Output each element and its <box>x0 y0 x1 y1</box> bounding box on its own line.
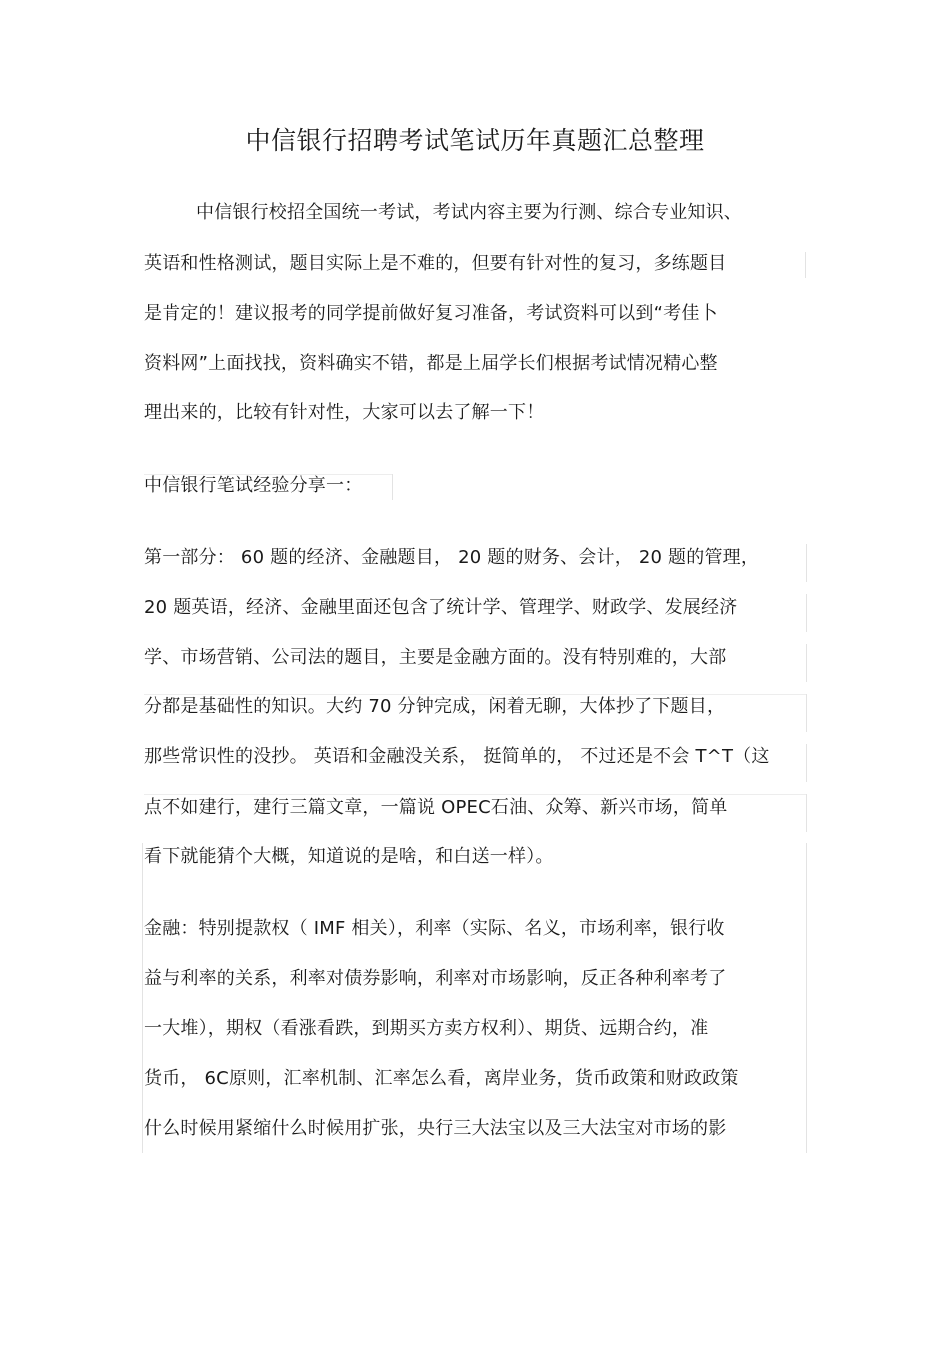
finance-line-2: 益与利率的关系，利率对债券影响，利率对市场影响，反正各种利率考了 <box>144 968 727 989</box>
finance-line-5: 什么时候用紧缩什么时候用扩张，央行三大法宝以及三大法宝对市场的影 <box>144 1118 727 1139</box>
part1-line-2: 20 题英语，经济、金融里面还包含了统计学、管理学、财政学、发展经济 <box>144 597 738 618</box>
document-title: 中信银行招聘考试笔试历年真题汇总整理 <box>245 126 705 155</box>
scan-artifact-line <box>806 843 807 1153</box>
scan-artifact-line <box>806 694 807 732</box>
part1-line-7: 看下就能猜个大概，知道说的是啥，和白送一样）。 <box>144 846 554 867</box>
part1-line-1: 第一部分： 60 题的经济、金融题目， 20 题的财务、会计， 20 题的管理， <box>144 547 760 568</box>
part1-line-4: 分都是基础性的知识。大约 70 分钟完成，闲着无聊，大体抄了下题目， <box>144 696 726 717</box>
intro-line-4: 资料网”上面找找，资料确实不错，都是上届学长们根据考试情况精心整 <box>144 353 718 374</box>
scan-artifact-line <box>144 694 806 695</box>
scan-artifact-line <box>806 794 807 832</box>
scan-artifact-line <box>392 474 393 500</box>
scan-artifact-line <box>142 843 143 1153</box>
part1-line-6: 点不如建行，建行三篇文章，一篇说 OPEC石油、众筹、新兴市场，简单 <box>144 797 728 818</box>
intro-line-1: 中信银行校招全国统一考试，考试内容主要为行测、综合专业知识、 <box>196 202 742 223</box>
intro-line-5: 理出来的，比较有针对性，大家可以去了解一下！ <box>144 402 545 423</box>
intro-line-3: 是肯定的！建议报考的同学提前做好复习准备，考试资料可以到“考佳卜 <box>144 303 718 324</box>
scan-artifact-line <box>806 744 807 782</box>
finance-line-4: 货币， 6C原则，汇率机制、汇率怎么看，离岸业务，货币政策和财政政策 <box>144 1068 739 1089</box>
scan-artifact-line <box>805 252 806 278</box>
scan-artifact-line <box>806 644 807 682</box>
part1-line-5: 那些常识性的没抄。 英语和金融没关系， 挺简单的， 不过还是不会 T^T（这 <box>144 746 770 767</box>
finance-line-1: 金融：特别提款权（ IMF 相关），利率（实际、名义，市场利率，银行收 <box>144 918 725 939</box>
scan-artifact-line <box>806 594 807 632</box>
intro-line-2: 英语和性格测试，题目实际上是不难的，但要有针对性的复习，多练题目 <box>144 253 727 274</box>
finance-line-3: 一大堆），期权（看涨看跌，到期买方卖方权利）、期货、远期合约，准 <box>144 1018 709 1039</box>
part1-line-3: 学、市场营销、公司法的题目，主要是金融方面的。没有特别难的，大部 <box>144 647 727 668</box>
scan-artifact-line <box>144 474 392 475</box>
scan-artifact-line <box>806 544 807 582</box>
scan-artifact-line <box>144 794 806 795</box>
section-heading: 中信银行笔试经验分享一： <box>144 475 363 496</box>
